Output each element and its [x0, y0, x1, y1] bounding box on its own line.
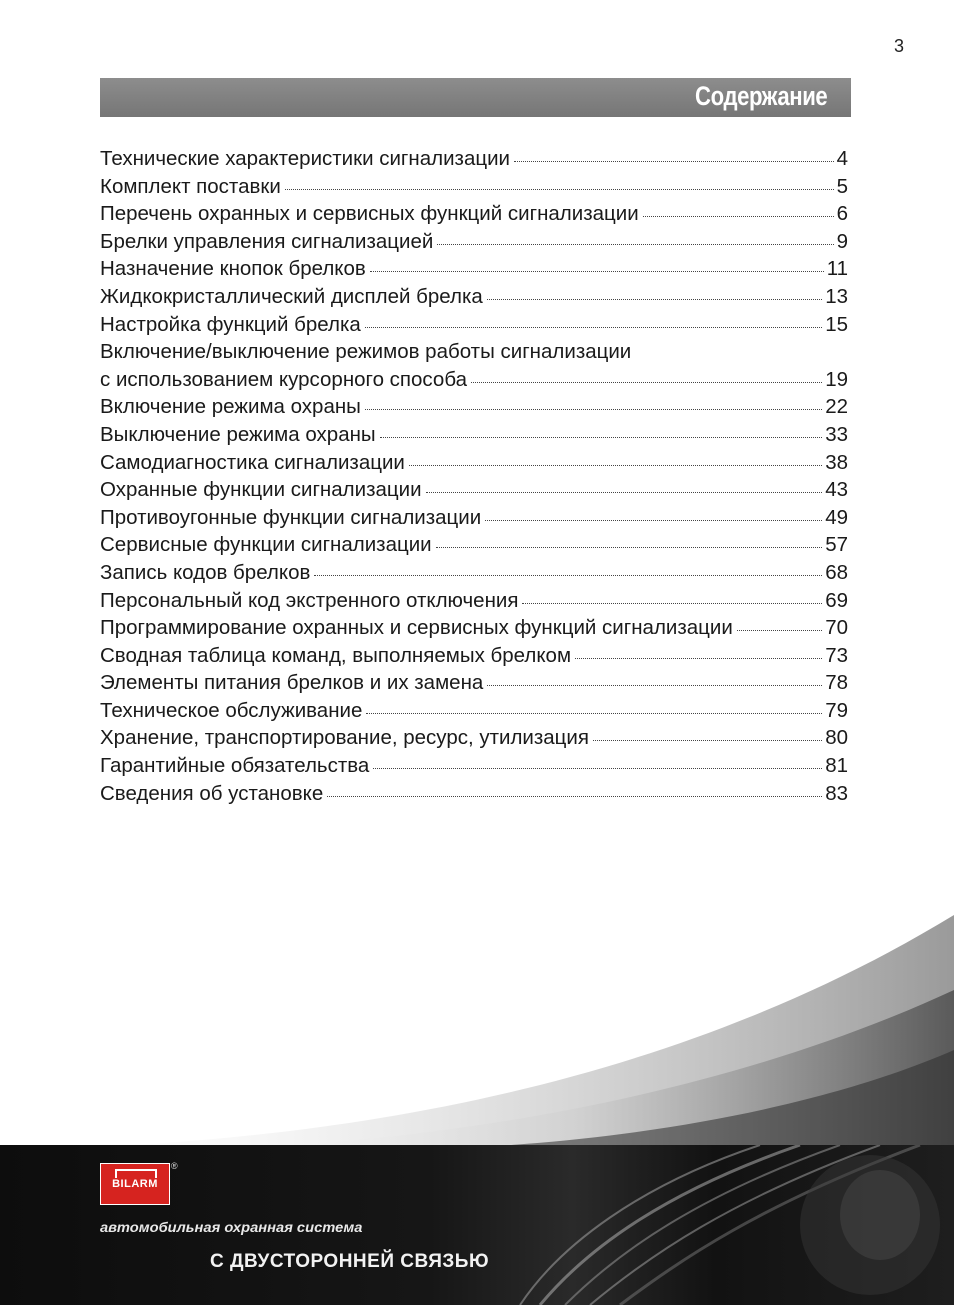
toc-dot-leader	[514, 161, 834, 162]
toc-entry-label: Сервисные функции сигнализации	[100, 533, 432, 557]
toc-page-number: 4	[836, 147, 848, 170]
toc-row	[100, 669, 848, 697]
toc-entry-label: Элементы питания брелков и их замена	[100, 671, 484, 695]
toc-page-number: 22	[825, 395, 848, 419]
toc-entry-label: Выключение режима охраны	[100, 422, 376, 446]
toc-row	[100, 642, 848, 670]
toc-entry-label: Самодиагностика сигнализации	[100, 450, 405, 474]
toc-row	[100, 366, 848, 394]
toc-entry-label: Персональный код экстренного отключения	[100, 588, 519, 612]
toc-page-number: 19	[825, 367, 848, 391]
toc-row	[100, 421, 848, 449]
toc-entry-label: Брелки управления сигнализацией	[100, 229, 434, 253]
toc-dot-leader	[327, 796, 822, 797]
toc-row	[100, 587, 848, 615]
footer-banner	[0, 1145, 954, 1305]
toc-page-number: 15	[825, 312, 848, 336]
toc-dot-leader	[365, 409, 822, 410]
toc-dot-leader	[437, 244, 833, 245]
toc-dot-leader	[314, 575, 822, 576]
toc-dot-leader	[575, 658, 822, 659]
toc-page-number: 38	[825, 450, 848, 474]
toc-page-number: 33	[825, 422, 848, 446]
toc-entry-label: Охранные функции сигнализации	[100, 478, 422, 502]
toc-entry-label: Назначение кнопок брелков	[100, 257, 366, 281]
toc-dot-leader	[643, 216, 834, 217]
brand-logo	[100, 1163, 170, 1205]
toc-row	[100, 283, 848, 311]
toc-entry-label: Сведения об установке	[100, 781, 324, 805]
toc-row	[100, 228, 848, 256]
page-title: Содержание	[694, 81, 827, 111]
toc-page-number: 68	[825, 560, 848, 584]
toc-page-number: 11	[826, 257, 848, 281]
toc-entry-label: Хранение, транспортирование, ресурс, утилизация	[100, 726, 589, 750]
toc-dot-leader	[426, 492, 823, 493]
logo-mark-icon	[115, 1169, 157, 1178]
toc-dot-leader	[380, 437, 823, 438]
toc-page-number: 57	[825, 533, 848, 557]
toc-page-number: 6	[836, 202, 848, 226]
toc-row	[100, 724, 848, 752]
toc-entry-label: с использованием курсорного способа	[100, 367, 467, 391]
toc-page-number: 78	[825, 671, 848, 695]
toc-entry-label: Настройка функций брелка	[100, 312, 361, 336]
toc-dot-leader	[593, 740, 822, 741]
toc-row	[100, 559, 848, 587]
toc-page-number: 80	[825, 726, 848, 750]
toc-dot-leader	[471, 382, 822, 383]
registered-mark: ®	[171, 1161, 178, 1171]
toc-dot-leader	[365, 327, 822, 328]
toc-page-number: 43	[825, 478, 848, 502]
toc-row	[100, 393, 848, 421]
toc-dot-leader	[487, 299, 822, 300]
decorative-swoosh	[0, 900, 954, 1150]
toc-row	[100, 145, 848, 173]
toc-row	[100, 255, 848, 283]
toc-row	[100, 531, 848, 559]
toc-page-number: 70	[825, 616, 848, 640]
toc-dot-leader	[487, 685, 822, 686]
toc-row	[100, 752, 848, 780]
toc-entry-label: Запись кодов брелков	[100, 560, 311, 584]
toc-page-number: 49	[825, 505, 848, 529]
toc-row	[100, 311, 848, 339]
toc-dot-leader	[373, 768, 822, 769]
toc-dot-leader	[436, 547, 823, 548]
toc-page-number: 81	[825, 754, 848, 778]
toc-dot-leader	[737, 630, 822, 631]
title-bar	[100, 78, 851, 117]
toc-entry-label: Техническое обслуживание	[100, 698, 363, 722]
toc-entry-label: Программирование охранных и сервисных функций сигнализации	[100, 616, 733, 640]
tagline-secondary: С ДВУСТОРОННЕЙ СВЯЗЬЮ	[210, 1251, 490, 1272]
toc-entry-label: Гарантийные обязательства	[100, 754, 370, 778]
toc-row	[100, 476, 848, 504]
toc-entry-label: Включение режима охраны	[100, 395, 361, 419]
toc-entry-label: Включение/выключение режимов работы сигнализации	[100, 340, 632, 364]
toc-row	[100, 173, 848, 201]
toc-entry-label: Противоугонные функции сигнализации	[100, 505, 482, 529]
toc-row	[100, 780, 848, 808]
toc-page-number: 69	[825, 588, 848, 612]
toc-page-number: 9	[836, 229, 848, 253]
toc-dot-leader	[409, 465, 822, 466]
toc-row	[100, 449, 848, 477]
toc-page-number: 13	[825, 284, 848, 308]
toc-page-number: 73	[825, 643, 848, 667]
toc-page-number: 79	[825, 698, 848, 722]
logo-brand-text: BILARM	[112, 1178, 158, 1190]
table-of-contents	[100, 145, 848, 807]
toc-entry-label: Комплект поставки	[100, 174, 281, 198]
toc-dot-leader	[522, 603, 822, 604]
toc-dot-leader	[485, 520, 822, 521]
toc-entry-label: Технические характеристики сигнализации	[100, 147, 510, 170]
toc-row	[100, 504, 848, 532]
toc-dot-leader	[366, 713, 822, 714]
toc-dot-leader	[370, 271, 824, 272]
toc-page-number: 83	[825, 781, 848, 805]
toc-dot-leader	[285, 189, 834, 190]
toc-entry-label: Сводная таблица команд, выполняемых брелком	[100, 643, 572, 667]
page-number: 3	[893, 36, 904, 56]
toc-row	[100, 338, 848, 366]
toc-row	[100, 614, 848, 642]
toc-entry-label: Перечень охранных и сервисных функций сигнализации	[100, 202, 639, 226]
toc-page-number: 5	[836, 174, 848, 198]
toc-entry-label: Жидкокристаллический дисплей брелка	[100, 284, 483, 308]
tagline-primary: автомобильная охранная система	[100, 1219, 363, 1235]
toc-row	[100, 200, 848, 228]
toc-row	[100, 697, 848, 725]
